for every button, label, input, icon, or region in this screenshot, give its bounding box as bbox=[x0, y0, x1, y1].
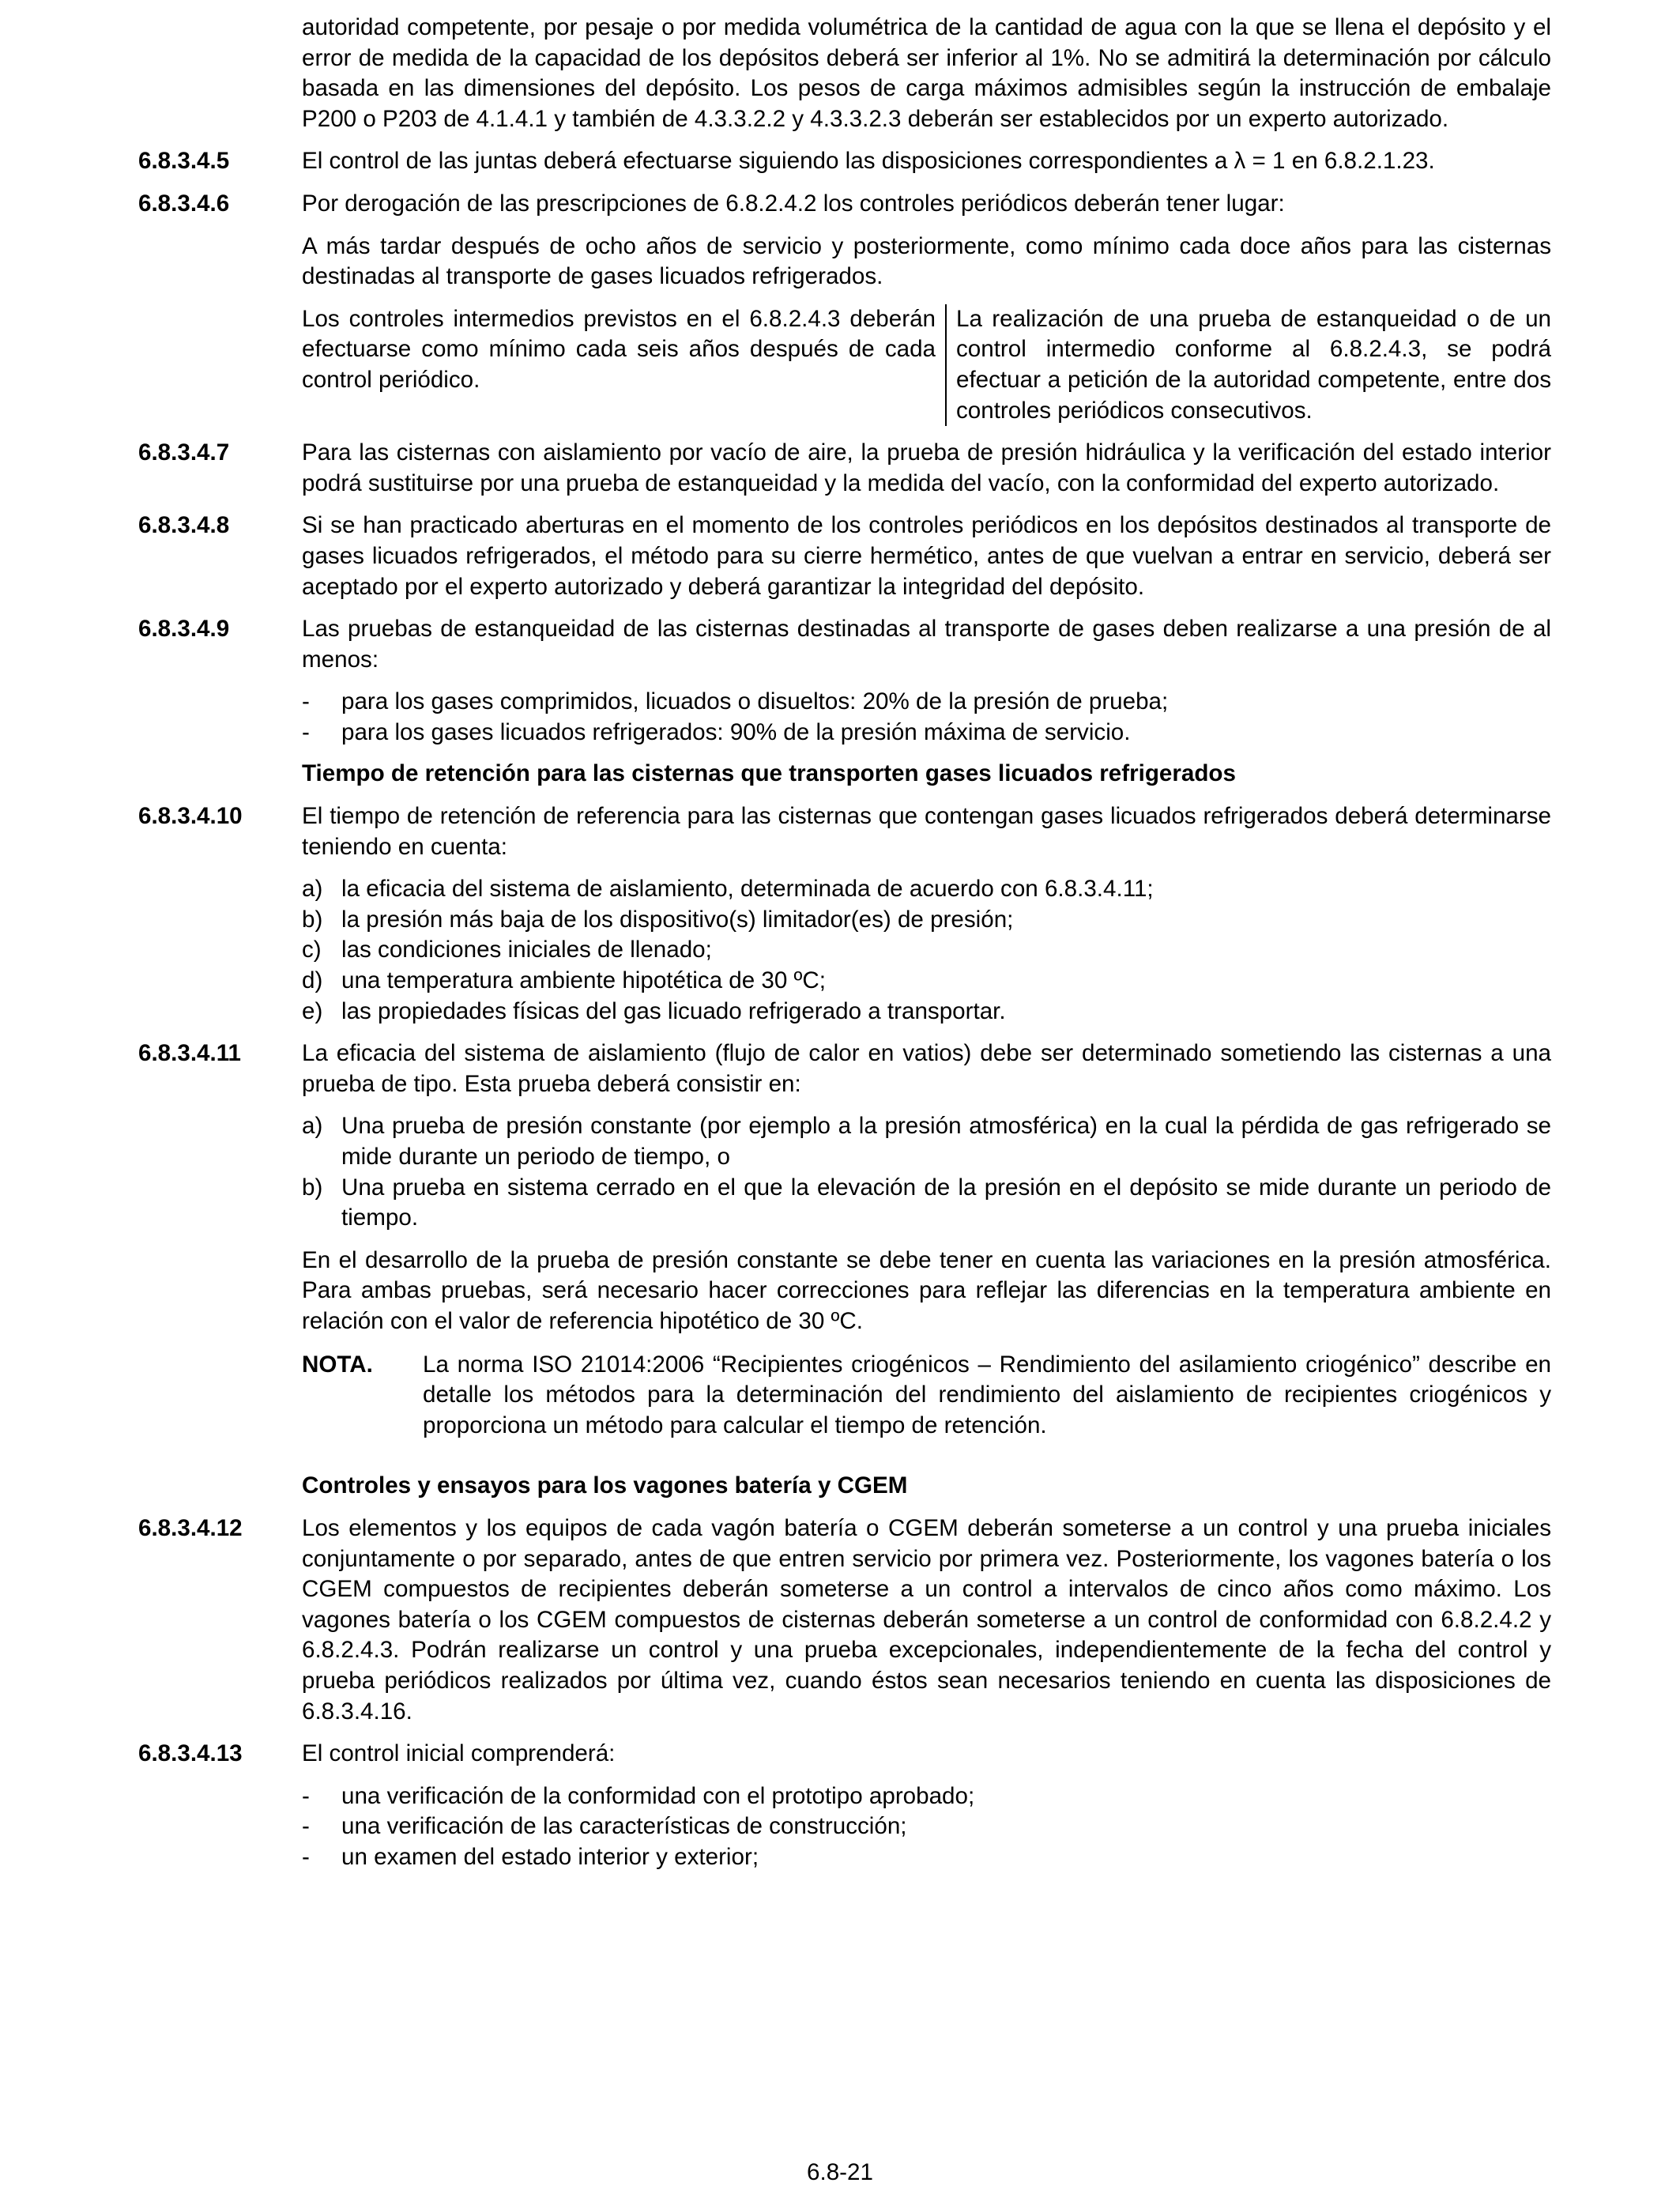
list-item: - una verificación de las características de construcción; bbox=[302, 1813, 907, 1840]
clause-6-8-3-4-10 bbox=[138, 801, 1551, 862]
list-item: a) la eficacia del sistema de aislamiento, determinada de acuerdo con 6.8.3.4.11; bbox=[302, 876, 1154, 903]
clause-text: El control de las juntas deberá efectuarse siguiendo las disposiciones correspondientes a λ = 1 en 6.8.2.1.23. bbox=[302, 148, 1435, 175]
list-item: d) una temperatura ambiente hipotética de 30 ºC; bbox=[302, 967, 826, 994]
right-column-text: La realización de una prueba de estanqueidad o de un control intermedio conforme al 6.8.2.4.3, se podrá efectuar a petición de la autoridad competente, entre dos controles periódicos consecutivos. bbox=[945, 304, 1551, 426]
clause-text: Los elementos y los equipos de cada vagón batería o CGEM deberán someterse a un control y una prueba iniciales conjuntamente o por separado, antes de que entren servicio por primera vez. Posteriormente, los vagones batería o los CGEM compuestos de recipientes deberán someterse a un control a intervalos de cinco años como máximo. Los vagones batería o los CGEM compuestos de cisternas deberán someterse a un control de conformidad con 6.8.2.4.2 y 6.8.2.4.3. Podrán realizarse un control y una prueba excepcionales, independientemente de la fecha del control y prueba periódicos realizados por última vez, cuando éstos sean necesarios teniendo en cuenta las disposiciones de 6.8.3.4.16. bbox=[302, 1514, 1551, 1725]
dash-list bbox=[302, 687, 1551, 748]
note-block bbox=[302, 1350, 1551, 1442]
clause-number: 6.8.3.4.5 bbox=[138, 148, 230, 175]
left-column-text: Los controles intermedios previstos en el 6.8.2.4.3 deberán efectuarse como mínimo cada seis años después de cada control periódico. bbox=[302, 305, 936, 393]
clause-number: 6.8.3.4.12 bbox=[138, 1514, 243, 1541]
clause-text: Para las cisternas con aislamiento por vacío de aire, la prueba de presión hidráulica y la verificación del estado interior podrá sustituirse por una prueba de estanqueidad y la medida del vacío, con la conformidad del experto autorizado. bbox=[302, 439, 1551, 496]
clause-6-8-3-4-11 bbox=[138, 1039, 1551, 1099]
clause-6-8-3-4-6 bbox=[138, 189, 1551, 220]
list-item: - para los gases licuados refrigerados: 90% de la presión máxima de servicio. bbox=[302, 718, 1131, 745]
list-item: b) Una prueba en sistema cerrado en el que la elevación de la presión en el depósito se mide durante un periodo de tiempo. bbox=[302, 1174, 1551, 1231]
page-number: 6.8-21 bbox=[807, 2159, 873, 2185]
clause-paragraph: En el desarrollo de la prueba de presión constante se debe tener en cuenta las variaciones en la presión atmosférica. Para ambas pruebas, será necesario hacer correcciones para reflejar las diferencias en la temperatura ambiente en relación con el valor de referencia hipotético de 30 ºC. bbox=[302, 1246, 1551, 1334]
clause-6-8-3-4-12 bbox=[138, 1514, 1551, 1727]
clause-6-8-3-4-13 bbox=[138, 1739, 1551, 1770]
section-heading: Tiempo de retención para las cisternas que transporten gases licuados refrigerados bbox=[302, 760, 1236, 787]
clause-6-8-3-4-9 bbox=[138, 614, 1551, 675]
clause-6-8-3-4-5 bbox=[138, 146, 1551, 177]
clause-number: 6.8.3.4.8 bbox=[138, 512, 230, 539]
list-item: c) las condiciones iniciales de llenado; bbox=[302, 937, 712, 963]
section-heading: Controles y ensayos para los vagones batería y CGEM bbox=[302, 1472, 908, 1499]
clause-text: Si se han practicado aberturas en el momento de los controles periódicos en los depósitos destinados al transporte de gases licuados refrigerados, el método para su cierre hermético, antes de que vuelvan a entrar en servicio, deberá ser aceptado por el experto autorizado y deberá garantizar la integridad del depósito. bbox=[302, 512, 1551, 600]
two-column-block bbox=[302, 304, 1551, 426]
clause-text: El control inicial comprenderá: bbox=[302, 1740, 616, 1767]
clause-number: 6.8.3.4.11 bbox=[138, 1040, 242, 1067]
clause-text: Las pruebas de estanqueidad de las cisternas destinadas al transporte de gases deben realizarse a una presión de al menos: bbox=[302, 616, 1551, 673]
clause-number: 6.8.3.4.13 bbox=[138, 1740, 243, 1767]
note-text: La norma ISO 21014:2006 “Recipientes criogénicos – Rendimiento del asilamiento criogénico” describe en detalle los métodos para la determinación del rendimiento del aislamiento de recipientes criogénicos y proporciona un método para calcular el tiempo de retención. bbox=[423, 1351, 1551, 1438]
list-item: - un examen del estado interior y exterior; bbox=[302, 1843, 759, 1870]
clause-number: 6.8.3.4.7 bbox=[138, 439, 230, 466]
list-item: a) Una prueba de presión constante (por ejemplo a la presión atmosférica) en la cual la pérdida de gas refrigerado se mide durante un periodo de tiempo, o bbox=[302, 1113, 1551, 1170]
list-item: - una verificación de la conformidad con el prototipo aprobado; bbox=[302, 1782, 975, 1809]
clause-text: Por derogación de las prescripciones de 6.8.2.4.2 los controles periódicos deberán tener lugar: bbox=[302, 190, 1285, 217]
list-item: e) las propiedades físicas del gas licuado refrigerado a transportar. bbox=[302, 997, 1006, 1024]
list-item: - para los gases comprimidos, licuados o disueltos: 20% de la presión de prueba; bbox=[302, 688, 1169, 715]
lettered-list bbox=[302, 1111, 1551, 1233]
dash-list bbox=[302, 1781, 1551, 1873]
clause-paragraph: A más tardar después de ocho años de servicio y posteriormente, como mínimo cada doce años para las cisternas destinadas al transporte de gases licuados refrigerados. bbox=[302, 232, 1551, 290]
lettered-list bbox=[302, 874, 1551, 1027]
note-label: NOTA. bbox=[302, 1351, 373, 1378]
clause-6-8-3-4-7 bbox=[138, 438, 1551, 499]
clause-text: El tiempo de retención de referencia para las cisternas que contengan gases licuados refrigerados deberá determinarse teniendo en cuenta: bbox=[302, 803, 1551, 860]
clause-text: La eficacia del sistema de aislamiento (flujo de calor en vatios) debe ser determinado sometiendo las cisternas a una prueba de tipo. Esta prueba deberá consistir en: bbox=[302, 1040, 1551, 1097]
intro-paragraph: autoridad competente, por pesaje o por medida volumétrica de la cantidad de agua con la que se llena el depósito y el error de medida de la capacidad de los depósitos deberá ser inferior al 1%. No se admitirá la determinación por cálculo basada en las dimensiones del depósito. Los pesos de carga máximos admisibles según la instrucción de embalaje P200 o P203 de 4.1.4.1 y también de 4.3.3.2.2 y 4.3.3.2.3 deberán ser establecidos por un experto autorizado. bbox=[302, 14, 1551, 132]
list-item: b) la presión más baja de los dispositivo(s) limitador(es) de presión; bbox=[302, 906, 1014, 933]
document-page bbox=[138, 13, 1551, 1872]
clause-number: 6.8.3.4.9 bbox=[138, 616, 230, 643]
clause-6-8-3-4-8 bbox=[138, 511, 1551, 602]
clause-number: 6.8.3.4.10 bbox=[138, 803, 243, 830]
clause-number: 6.8.3.4.6 bbox=[138, 190, 230, 217]
